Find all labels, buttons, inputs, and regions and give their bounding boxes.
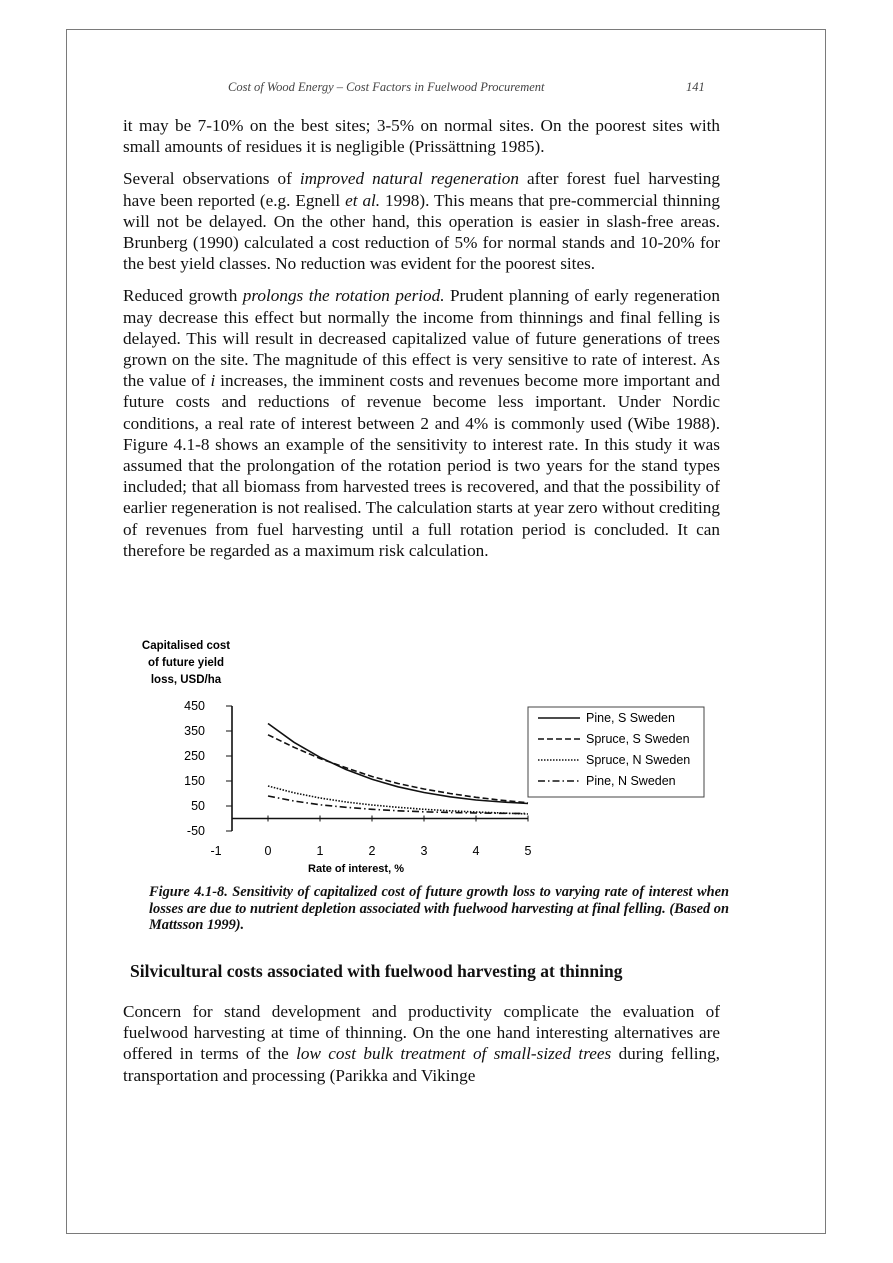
x-tick-label: 1 bbox=[316, 844, 324, 858]
paragraph-residues: it may be 7-10% on the best sites; 3-5% on normal sites. On the poorest sites with small amounts of residues it is negligible (Prissättning 1985). bbox=[123, 116, 720, 157]
emphasis-run: prolongs the rotation period. bbox=[242, 286, 445, 306]
emphasis-run: improved natural regeneration bbox=[299, 169, 519, 189]
paragraph-regeneration bbox=[123, 168, 720, 274]
y-tick-label: 350 bbox=[184, 724, 205, 738]
legend-label: Pine, S Sweden bbox=[586, 711, 675, 725]
x-tick-label: 3 bbox=[420, 844, 428, 858]
x-tick-labels bbox=[210, 816, 531, 859]
legend-label: Spruce, N Sweden bbox=[586, 753, 691, 767]
y-tick-label: 250 bbox=[184, 749, 205, 763]
text-run: after forest fuel harvesting have been reported (e.g. Egnell bbox=[123, 169, 720, 210]
emphasis-run: low cost bulk treatment of small-sized trees bbox=[296, 1044, 612, 1064]
section-heading: Silvicultural costs associated with fuelwood harvesting at thinning bbox=[130, 961, 623, 981]
series-line-spruce-s-sweden bbox=[268, 735, 528, 803]
y-tick-labels bbox=[184, 699, 232, 838]
series-line-pine-s-sweden bbox=[268, 724, 528, 804]
text-run: 1998). This means that pre-commercial thinning will not be delayed. On the other hand, this operation is easier in slash-free areas. Brunberg (1990) calculated a cost reduction of 5% for normal stands and 10-20% for the best yield classes. No reduction was evident for the poorest sites. bbox=[123, 190, 720, 274]
x-tick-label: 5 bbox=[524, 844, 532, 858]
legend-label: Spruce, S Sweden bbox=[586, 732, 690, 746]
y-tick-label: 50 bbox=[191, 799, 205, 813]
emphasis-run: et al. bbox=[345, 190, 381, 210]
text-run: Several observations of bbox=[123, 169, 300, 189]
page-number: 141 bbox=[686, 80, 705, 94]
text-run: increases, the imminent costs and revenues become more important and future costs and reductions of revenue become less important. Under Nordic conditions, a real rate of interest between 2 and 4% is commonly used (Wibe 1988). Figure 4.1-8 shows an example of the sensitivity to interest rate. In this study it was assumed that the prolongation of the rotation period is two years for the stand types included; that all biomass from harvested trees is recovered, and that the possibility of earlier regeneration is not realised. The calculation starts at year zero without crediting of revenues from fuel harvesting until a full rotation period is concluded. It can therefore be regarded as a maximum risk calculation. bbox=[123, 371, 720, 560]
x-axis-label: Rate of interest, % bbox=[308, 863, 404, 875]
legend bbox=[528, 707, 704, 797]
axes bbox=[232, 706, 528, 831]
x-tick-label: 0 bbox=[264, 844, 272, 858]
x-tick-label: 4 bbox=[472, 844, 480, 858]
running-title: Cost of Wood Energy – Cost Factors in Fuelwood Procurement bbox=[228, 80, 545, 94]
body-text-bottom bbox=[123, 1001, 720, 1097]
text-run: during felling, transportation and processing (Parikka and Vikinge bbox=[123, 1044, 720, 1085]
y-tick-label: 450 bbox=[184, 699, 205, 713]
y-axis-label-line: loss, USD/ha bbox=[150, 674, 222, 686]
series-line-pine-n-sweden bbox=[268, 796, 528, 814]
emphasis-run: i bbox=[210, 371, 216, 391]
y-tick-label: -50 bbox=[186, 824, 205, 838]
y-axis-label-line: of future yield bbox=[147, 657, 225, 669]
paragraph-rotation bbox=[123, 285, 720, 561]
series-line-spruce-n-sweden bbox=[268, 786, 528, 814]
body-text-top bbox=[123, 115, 720, 572]
x-tick-label: -1 bbox=[210, 844, 222, 858]
y-tick-label: 150 bbox=[184, 774, 205, 788]
series-lines bbox=[268, 724, 528, 815]
paragraph-thinning bbox=[123, 1001, 720, 1086]
growth-loss-chart bbox=[128, 633, 728, 878]
text-run: Reduced growth bbox=[123, 286, 243, 306]
y-axis-label-line: Capitalised cost bbox=[141, 640, 231, 652]
figure-caption: Figure 4.1-8. Sensitivity of capitalized cost of future growth loss to varying rate of interest when losses are due to nutrient depletion associated with fuelwood harvesting at final felling. (Based on Mattsson 1999). bbox=[149, 884, 729, 933]
text-run: Prudent planning of early regeneration may decrease this effect but normally the income from thinnings and final felling is delayed. This will result in decreased capitalized value of future generations of trees grown on the site. The magnitude of this effect is very sensitive to rate of interest. As the value of bbox=[123, 286, 720, 391]
y-axis-label bbox=[142, 640, 230, 686]
legend-label: Pine, N Sweden bbox=[586, 774, 676, 788]
text-run: Concern for stand development and productivity complicate the evaluation of fuelwood harvesting at time of thinning. On the one hand interesting alternatives are offered in terms of the bbox=[123, 1002, 720, 1064]
x-tick-label: 2 bbox=[368, 844, 376, 858]
